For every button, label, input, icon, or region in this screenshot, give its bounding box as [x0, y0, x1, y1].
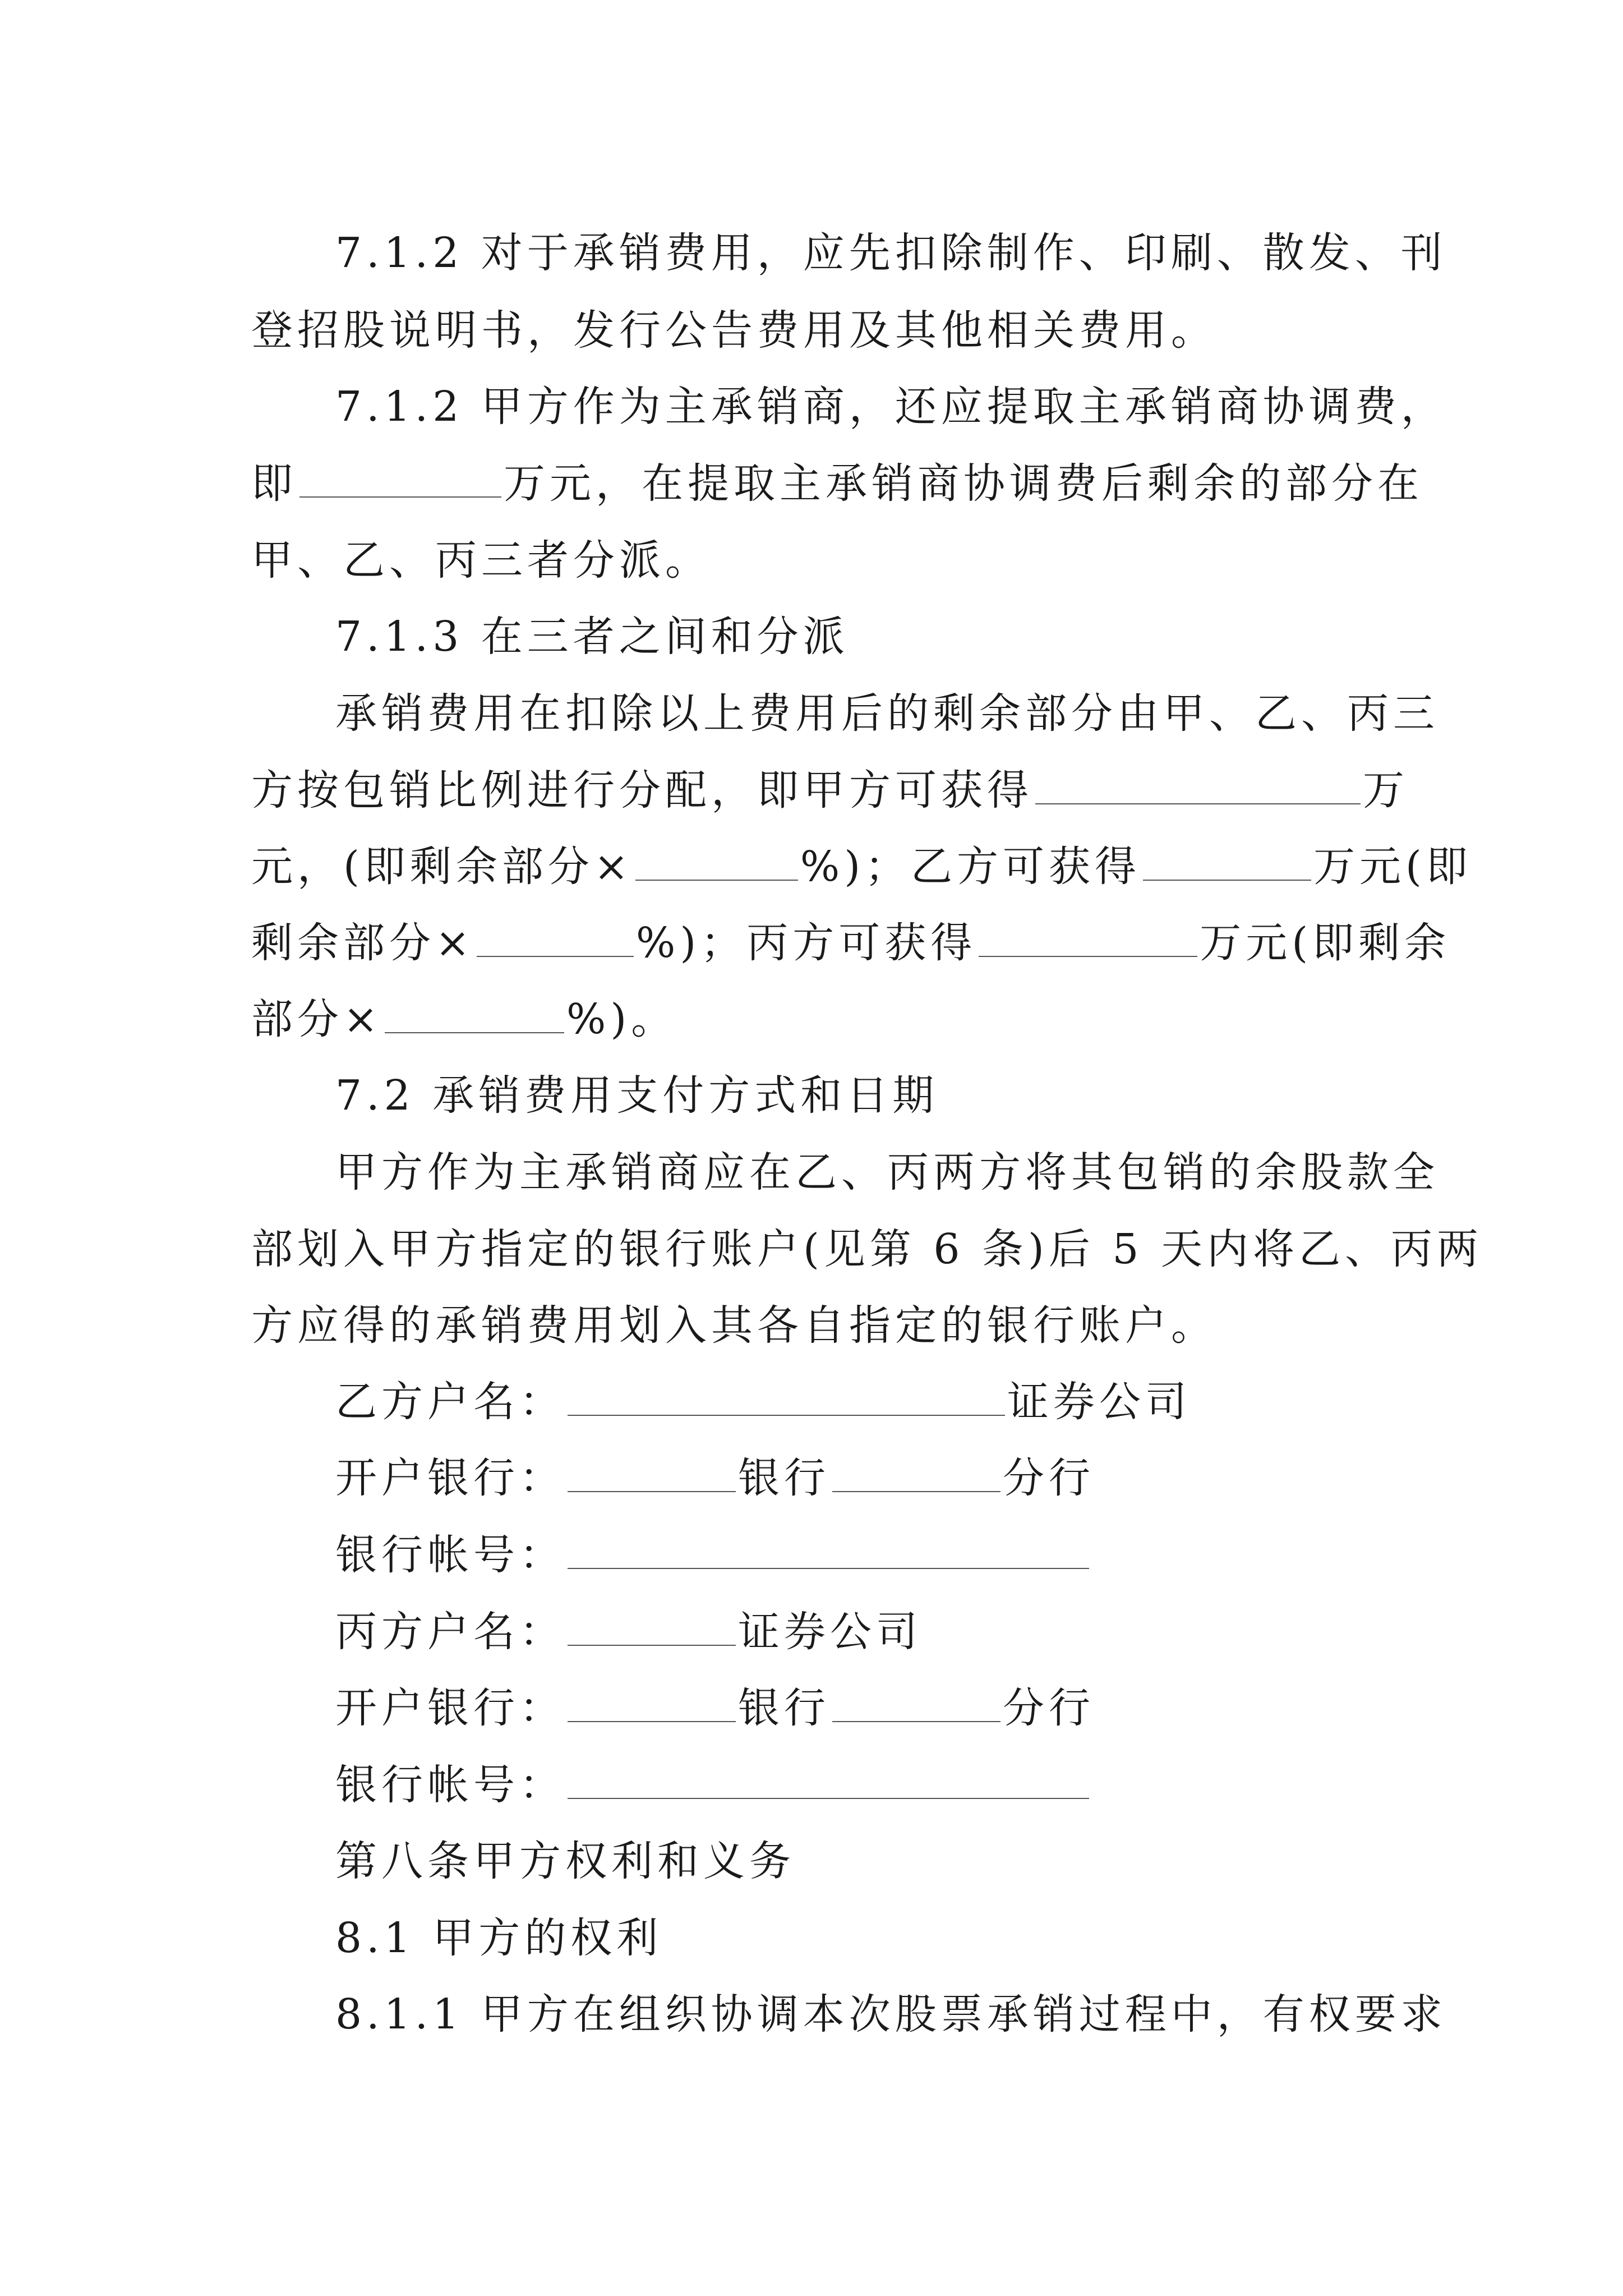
- paragraph-line: 7.1.2 甲方作为主承销商，还应提取主承销商协调费，: [335, 383, 1447, 431]
- paragraph-line: 元，(即剩余部分× %)；乙方可获得 万元(即: [251, 843, 1472, 891]
- paragraph-line: 方应得的承销费用划入其各自指定的银行账户。: [251, 1301, 1217, 1350]
- bing-account-name: 丙方户名： 证券公司: [335, 1608, 922, 1656]
- article-heading: 第八条甲方权利和义务: [335, 1837, 795, 1885]
- section-heading: 7.1.3 在三者之间和分派: [335, 613, 849, 661]
- blank-field: [832, 1683, 1000, 1722]
- paragraph-line: 甲、乙、丙三者分派。: [251, 536, 711, 585]
- paragraph-line: 部分× %)。: [251, 995, 677, 1043]
- paragraph-line: 7.1.2 对于承销费用，应先扣除制作、印刷、散发、刊: [335, 229, 1447, 277]
- section-heading: 7.2 承销费用支付方式和日期: [335, 1071, 939, 1120]
- paragraph-line: 承销费用在扣除以上费用后的剩余部分由甲、乙、丙三: [335, 689, 1439, 738]
- blank-field: [635, 842, 798, 881]
- paragraph-line: 8.1.1 甲方在组织协调本次股票承销过程中，有权要求: [335, 1990, 1447, 2039]
- blank-field: [832, 1453, 1000, 1492]
- yi-account-name: 乙方户名： 证券公司: [335, 1378, 1191, 1426]
- blank-field: [568, 1453, 736, 1492]
- paragraph-line: 部划入甲方指定的银行账户(见第 6 条)后 5 天内将乙、丙两: [251, 1225, 1483, 1273]
- blank-field: [385, 995, 564, 1033]
- blank-field: [477, 918, 634, 957]
- blank-field: [299, 459, 501, 498]
- bing-account-number: 银行帐号：: [335, 1752, 1091, 1811]
- blank-field: [568, 1683, 736, 1722]
- paragraph-line: 甲方作为主承销商应在乙、丙两方将其包销的余股款全: [335, 1148, 1439, 1197]
- section-heading: 8.1 甲方的权利: [335, 1914, 663, 1962]
- blank-field: [979, 918, 1197, 957]
- yi-account-number: 银行帐号：: [335, 1522, 1091, 1581]
- paragraph-line: 剩余部分× %)；丙方可获得 万元(即剩余: [251, 919, 1451, 967]
- bing-bank: 开户银行： 银行 分行: [335, 1684, 1095, 1732]
- blank-field: [568, 1760, 1089, 1799]
- paragraph-line: 方按包销比例进行分配，即甲方可获得 万: [251, 766, 1409, 815]
- blank-field: [568, 1377, 1005, 1416]
- paragraph-line: 登招股说明书，发行公告费用及其他相关费用。: [251, 306, 1217, 355]
- blank-field: [568, 1530, 1089, 1569]
- blank-field: [568, 1607, 736, 1646]
- yi-bank: 开户银行： 银行 分行: [335, 1454, 1095, 1502]
- blank-field: [1035, 766, 1361, 804]
- blank-field: [1143, 842, 1311, 881]
- paragraph-line: 即 万元，在提取主承销商协调费后剩余的部分在: [251, 459, 1423, 508]
